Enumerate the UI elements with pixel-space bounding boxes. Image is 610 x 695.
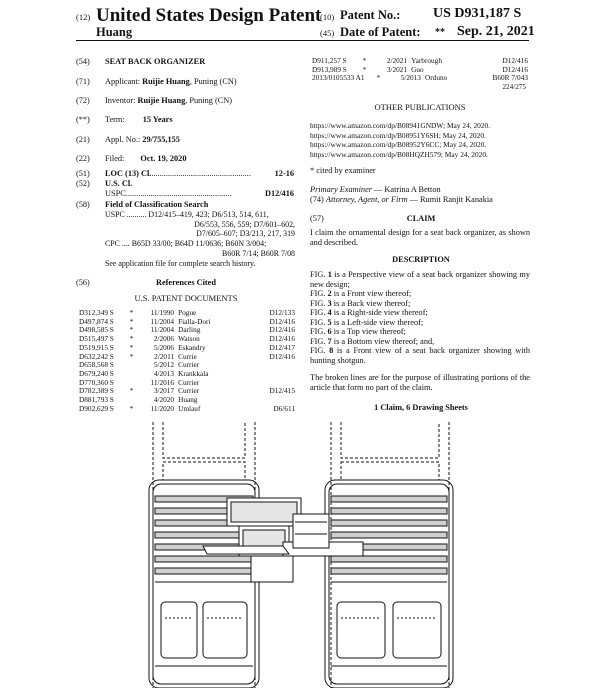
field-search-line: D6/553, 556, 559; D7/601–602, <box>194 219 295 229</box>
ref-name: Currie <box>178 351 197 361</box>
ref-star: * <box>362 56 367 65</box>
figure-description <box>310 327 530 337</box>
fig-number: 5 <box>327 317 332 327</box>
attorney-label: Attorney, Agent, or Firm <box>325 195 408 204</box>
loc-label: LOC (13) Cl. <box>105 169 152 178</box>
figure-description <box>310 308 530 318</box>
fig-text: is a Bottom view thereof; and, <box>331 336 435 346</box>
field-search-line: CPC .... B65D 33/00; B64D 11/0636; B60N 3/004; <box>105 239 267 249</box>
ref-number: D881,793 S <box>79 395 114 405</box>
fig-prefix: FIG. <box>310 298 328 308</box>
description-title: DESCRIPTION <box>392 255 450 264</box>
fig-text: is a Right-side view thereof; <box>331 308 428 317</box>
ref-date: 11/2004 <box>150 325 175 335</box>
claims-sheets: 1 Claim, 6 Drawing Sheets <box>374 403 468 412</box>
fig-text: is a Back view thereof; <box>331 298 411 308</box>
field-51 <box>76 169 294 179</box>
fig-prefix: FIG. <box>310 289 328 298</box>
code-74: (74) <box>310 195 324 204</box>
header-code-10: (10) <box>320 12 335 22</box>
ref-class <box>257 370 295 379</box>
applicant-label: Applicant: <box>105 77 141 86</box>
seat-back-organizer-figure <box>143 422 461 688</box>
ref-name: Krankkala <box>178 368 209 378</box>
cited-by-examiner: * cited by examiner <box>310 166 376 175</box>
ref-class: D12/133 <box>269 308 295 317</box>
field-72 <box>76 96 296 106</box>
uspc-label: USPC <box>105 189 126 198</box>
ref-number: D498,585 S <box>79 325 114 335</box>
us-patent-docs-title: U.S. PATENT DOCUMENTS <box>134 293 238 303</box>
ref-date: 11/2020 <box>150 403 175 413</box>
uspc-row <box>105 189 294 199</box>
ref-date: 2/2006 <box>153 334 175 344</box>
date-stars: ** <box>435 27 445 38</box>
ref-date: 5/2012 <box>153 360 175 370</box>
header-code-12: (12) <box>76 12 91 22</box>
ref-number: D497,874 S <box>79 316 114 326</box>
ref-number: D911,257 S <box>312 56 347 65</box>
ref-extra-class: 224/275 <box>502 83 526 91</box>
inventor-name: Ruijie Huang <box>137 96 186 105</box>
examiner-line <box>310 185 532 195</box>
ref-name: Huang <box>178 395 198 405</box>
claim-text: I claim the ornamental design for a seat back organizer, as shown and described. <box>310 228 530 247</box>
other-publications-title: OTHER PUBLICATIONS <box>374 102 466 112</box>
ref-number: D679,240 S <box>79 368 114 378</box>
applicant-place: , Puning (CN) <box>189 77 237 86</box>
field-56 <box>76 278 296 288</box>
code-58: (58) <box>76 200 90 209</box>
fig-number: 2 <box>327 289 332 298</box>
fig-prefix: FIG. <box>310 346 330 355</box>
references-list-continued <box>312 57 528 83</box>
field-search-line: USPC .......... D12/415–419, 423; D6/513, 514, 611, <box>105 210 269 219</box>
fig-prefix: FIG. <box>310 336 328 346</box>
ref-date: 2/2011 <box>154 351 175 361</box>
publication-entry: https://www.amazon.com/dp/B08HQZH579; May 24, 2020. <box>310 149 488 159</box>
ref-name: Guo <box>411 64 424 74</box>
code-72: (72) <box>76 96 90 105</box>
code-21: (21) <box>76 135 90 144</box>
design-title: SEAT BACK ORGANIZER <box>105 57 206 66</box>
fig-text: is a Perspective view of a seat back organizer showing my new design; <box>310 270 530 289</box>
field-search-line: B60R 7/14; B60R 7/08 <box>222 248 295 258</box>
header-rule <box>76 40 529 41</box>
ref-date: 4/2020 <box>153 395 175 405</box>
figure-description <box>310 289 530 299</box>
ref-star: * <box>129 316 134 326</box>
uspc-dots: ................................................... <box>125 189 232 198</box>
code-57: (57) <box>310 214 324 223</box>
figure-description <box>310 337 530 347</box>
examiner-name: — Katrina A Betton <box>371 185 441 194</box>
attorney-name: — Rumit Ranjit Kanakia <box>407 195 493 204</box>
code-71: (71) <box>76 77 90 86</box>
field-52 <box>76 179 294 189</box>
header-code-45: (45) <box>320 28 335 38</box>
ref-class: D12/416 <box>269 334 295 344</box>
ref-star: * <box>129 342 134 352</box>
ref-date: 5/2013 <box>400 73 421 83</box>
ref-class: D12/415 <box>269 386 295 396</box>
ref-date: 3/2021 <box>386 64 408 74</box>
applicant-name: Ruijie Huang <box>142 77 190 86</box>
field-22 <box>76 154 296 164</box>
field-search-line: See application file for complete search history. <box>105 258 256 268</box>
ref-number: 2013/0105533 A1 <box>312 73 365 83</box>
ref-date: 2/2021 <box>386 56 408 65</box>
fig-number: 1 <box>327 270 332 279</box>
fig-number: 8 <box>329 346 334 355</box>
term-value: 15 Years <box>142 115 173 124</box>
ref-class: D12/416 <box>502 64 528 74</box>
ref-star <box>125 370 139 379</box>
field-search-lines <box>105 210 295 268</box>
date-label: Date of Patent: <box>340 25 421 39</box>
ref-number: D770,360 S <box>79 377 114 387</box>
ref-number: D902,629 S <box>79 403 114 413</box>
publication-entry: https://www.amazon.com/dp/B08941GNDW; May 24, 2020. <box>310 121 491 130</box>
ref-date: 11/2004 <box>150 316 175 326</box>
ref-name: Umlauf <box>178 403 201 413</box>
filed-label: Filed: <box>105 154 125 163</box>
ref-name: Currier <box>178 377 200 387</box>
patent-date: Sep. 21, 2021 <box>457 24 535 39</box>
loc-value: 12-16 <box>274 169 294 178</box>
ref-name: Orduno <box>424 73 448 83</box>
ref-class: D12/416 <box>269 351 295 361</box>
patent-no-label: Patent No.: <box>340 8 401 22</box>
fig-prefix: FIG. <box>310 308 328 317</box>
ref-number: D913,989 S <box>312 64 347 74</box>
figure-description <box>310 270 530 289</box>
ref-date: 11/2016 <box>150 377 175 387</box>
ref-class: D12/416 <box>502 56 528 65</box>
ref-number: D658,568 S <box>79 360 114 370</box>
ref-date: 3/2017 <box>153 386 175 396</box>
ref-class: D12/416 <box>269 316 295 326</box>
field-21 <box>76 135 296 145</box>
ref-name: Watson <box>178 334 200 344</box>
ref-star: * <box>376 73 381 83</box>
ref-date: 4/2013 <box>153 368 175 378</box>
ref-number: D515,497 S <box>79 334 114 344</box>
code-56: (56) <box>76 278 90 287</box>
ref-name: Fialla-Dori <box>178 316 211 326</box>
ref-class <box>257 361 295 370</box>
ref-star: * <box>129 308 134 317</box>
code-52: (52) <box>76 179 90 188</box>
claim-title: CLAIM <box>406 214 436 223</box>
ref-number: D519,915 S <box>79 342 114 352</box>
field-58 <box>76 200 296 210</box>
ref-number: D312,349 S <box>79 308 114 317</box>
ref-star <box>125 361 139 370</box>
fig-number: 4 <box>327 308 332 317</box>
fig-prefix: FIG. <box>310 270 328 279</box>
appl-no-value: 29/755,155 <box>142 135 180 144</box>
field-54 <box>76 57 296 67</box>
fig-number: 6 <box>327 327 332 336</box>
us-cl-label: U.S. Cl. <box>105 179 133 188</box>
fig-text: is a Left-side view thereof; <box>331 317 424 327</box>
ref-name: Darling <box>178 325 201 335</box>
term-label: Term: <box>105 115 125 124</box>
references-list <box>79 309 295 413</box>
code-22: (22) <box>76 154 90 163</box>
fig-text: is a Front view of a seat back organizer showing with hunting shotgun. <box>310 346 530 365</box>
ref-star: * <box>129 403 134 413</box>
inventor-label: Inventor: <box>105 96 136 105</box>
ref-name: Yarbrough <box>411 56 442 65</box>
attorney-line <box>310 195 532 205</box>
document-title: United States Design Patent <box>96 5 322 26</box>
ref-date: 5/2006 <box>153 342 175 352</box>
ref-star: * <box>129 386 134 396</box>
field-71 <box>76 77 296 87</box>
ref-number: D782,389 S <box>79 386 114 396</box>
ref-star: * <box>129 325 134 335</box>
fig-prefix: FIG. <box>310 327 328 336</box>
loc-dots: ................................................ <box>151 169 251 178</box>
ref-class: B60R 7/043 <box>492 73 528 83</box>
ref-number: D632,242 S <box>79 351 114 361</box>
fig-number: 3 <box>327 298 332 308</box>
uspc-value: D12/416 <box>264 189 294 198</box>
code-term: (**) <box>76 115 90 124</box>
publication-entry: https://www.amazon.com/dp/B08951Y6SH; May 24, 2020. <box>310 130 486 140</box>
reference-row <box>79 405 295 414</box>
figure-description <box>310 318 530 328</box>
ref-date: 11/1990 <box>150 308 175 317</box>
ref-name: Pogue <box>178 308 197 317</box>
code-54: (54) <box>76 57 90 66</box>
reference-row <box>312 74 528 83</box>
patent-number: US D931,187 S <box>433 6 522 21</box>
ref-name: Currier <box>178 386 200 396</box>
figure-description <box>310 346 530 365</box>
ref-class: D12/417 <box>269 342 295 352</box>
ref-star: * <box>362 64 367 74</box>
ref-star: * <box>129 334 134 344</box>
ref-class: D12/416 <box>269 325 295 335</box>
broken-lines-note: The broken lines are for the purpose of illustrating portions of the article that form no part of the claim. <box>310 373 530 392</box>
filed-value: Oct. 19, 2020 <box>140 154 187 163</box>
ref-name: Currier <box>178 360 200 370</box>
figure-descriptions <box>310 270 530 365</box>
fig-prefix: FIG. <box>310 317 328 327</box>
fig-text: is a Top view thereof; <box>331 327 406 336</box>
inventor-place: , Puning (CN) <box>185 96 233 105</box>
other-publications-list <box>310 121 532 159</box>
examiner-label: Primary Examiner <box>310 185 372 194</box>
inventor-surname: Huang <box>96 25 133 39</box>
references-cited-label: References Cited <box>156 278 216 287</box>
ref-star: * <box>129 351 134 361</box>
field-term <box>76 115 296 125</box>
code-51: (51) <box>76 169 90 178</box>
field-search-label: Field of Classification Search <box>105 200 209 209</box>
fig-text: is a Front view thereof; <box>331 289 412 298</box>
appl-no-label: Appl. No.: <box>105 135 141 144</box>
figure-description <box>310 299 530 309</box>
ref-name: Eskandry <box>178 342 206 352</box>
fig-number: 7 <box>327 336 332 346</box>
ref-class: D6/611 <box>273 403 295 413</box>
publication-entry: https://www.amazon.com/dp/B08952Y6CC; May 24, 2020. <box>310 140 487 149</box>
field-search-line: D7/605–607; D3/213, 217, 319 <box>196 229 295 239</box>
